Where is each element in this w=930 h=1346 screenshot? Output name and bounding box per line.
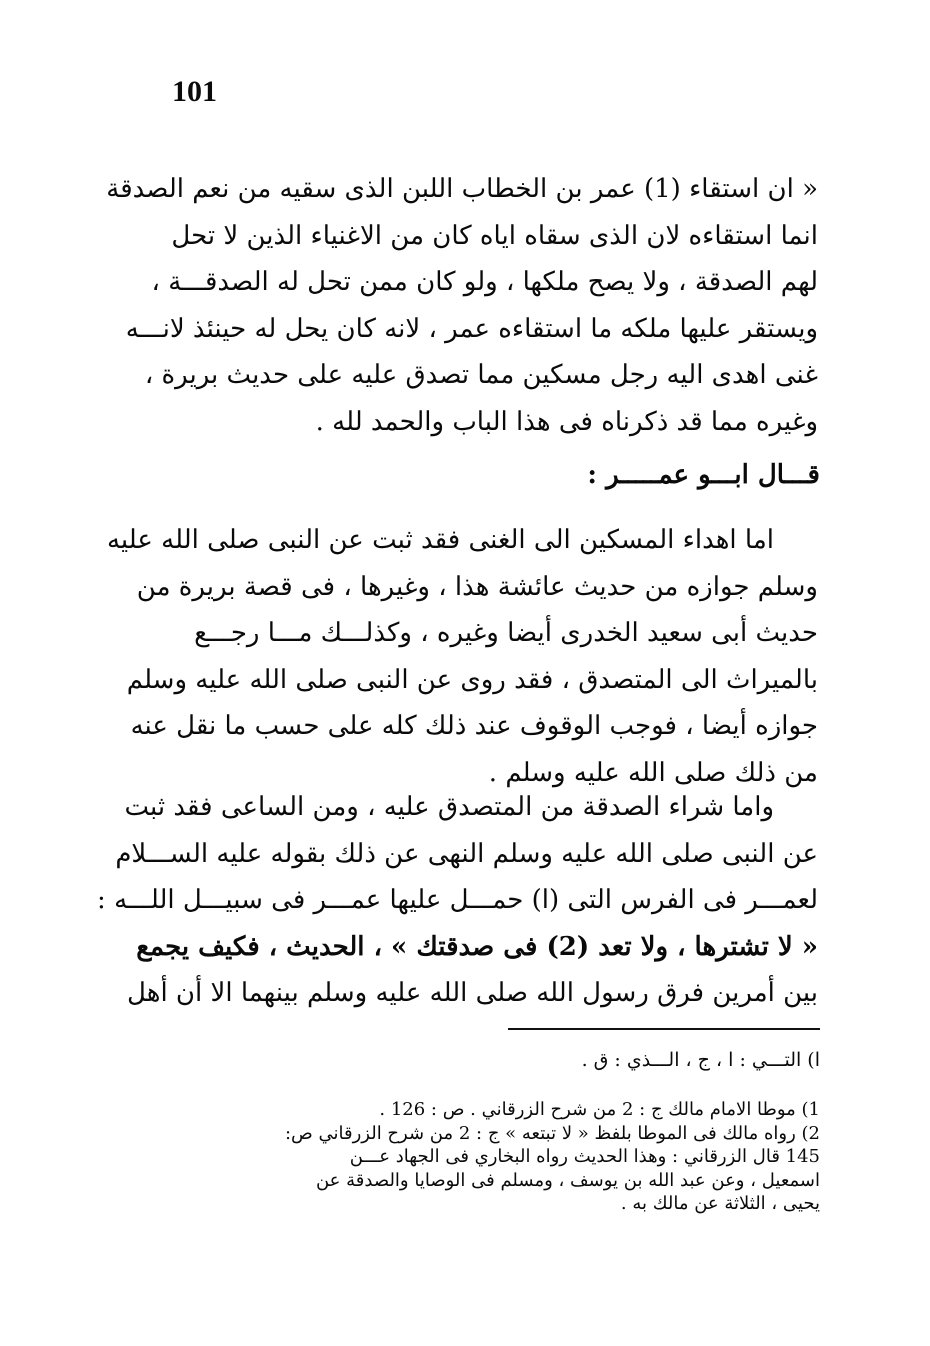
text-line: بالميراث الى المتصدق ، فقد روى عن النبى صلى الله عليه وسلم bbox=[126, 664, 818, 695]
manuscript-variant-note: ا) التـــي : ا ، ج ، الـــذي : ق . bbox=[581, 1049, 820, 1071]
text-line: من ذلك صلى الله عليه وسلم . bbox=[488, 757, 818, 788]
text-line: بين أمرين فرق رسول الله صلى الله عليه وسلم بينهما الا أن أهل bbox=[127, 978, 818, 1008]
paragraph-1 bbox=[106, 166, 818, 445]
text-line: ويستقر عليها ملكه ما استقاءه عمر ، لانه كان يحل له حينئذ لانـــه bbox=[125, 313, 818, 344]
page-number: 101 bbox=[172, 75, 217, 108]
text-line: انما استقاءه لان الذى سقاه اياه كان من الاغنياء الذين لا تحل bbox=[171, 220, 818, 251]
paragraph-2 bbox=[106, 517, 818, 796]
text-line: وغيره مما قد ذكرناه فى هذا الباب والحمد لله . bbox=[315, 406, 818, 437]
text-line: « ان استقاء (1) عمر بن الخطاب اللبن الذى سقيه من نعم الصدقة bbox=[106, 174, 818, 204]
footnote-line: يحيى ، الثلاثة عن مالك به . bbox=[620, 1193, 820, 1214]
text-line: وسلم جوازه من حديث عائشة هذا ، وغيرها ، فى قصة بريرة من bbox=[136, 571, 818, 602]
text-line: غنى اهدى اليه رجل مسكين مما تصدق عليه على حديث بريرة ، bbox=[144, 360, 818, 390]
footnote-line: 2) رواه مالك فى الموطا بلفظ « لا تبتعه » ج : 2 من شرح الزرقاني ص: bbox=[284, 1122, 820, 1144]
footnote-separator bbox=[508, 1028, 820, 1030]
text-line: حديث أبى سعيد الخدرى أيضا وغيره ، وكذلـــك مـــا رجـــع bbox=[194, 618, 818, 648]
text-line: عن النبى صلى الله عليه وسلم النهى عن ذلك بقوله عليه الســـلام bbox=[115, 838, 818, 869]
footnote-line: 145 قال الزرقاني : وهذا الحديث رواه البخاري فى الجهاد عـــن bbox=[349, 1146, 820, 1167]
text-line: لعمـــر فى الفرس التى (ا) حمـــل عليها عمـــر فى سبيـــل اللـــه : bbox=[97, 885, 818, 915]
paragraph-3 bbox=[97, 784, 818, 1017]
text-line: اما اهداء المسكين الى الغنى فقد ثبت عن النبى صلى الله عليه bbox=[106, 525, 774, 555]
hadith-quote-line: « لا تشترها ، ولا تعد (2) فى صدقتك » ، الحديث ، فكيف يجمع bbox=[136, 931, 818, 962]
section-heading: قـــال ابـــو عمـــــر : bbox=[587, 460, 820, 490]
footnotes bbox=[148, 1098, 820, 1216]
text-line: واما شراء الصدقة من المتصدق عليه ، ومن الساعى فقد ثبت bbox=[124, 792, 774, 822]
footnote-line: 1) موطا الامام مالك ج : 2 من شرح الزرقاني . ص : 126 . bbox=[379, 1099, 820, 1120]
text-line: لهم الصدقة ، ولا يصح ملكها ، ولو كان ممن تحل له الصدقـــة ، bbox=[151, 267, 818, 297]
text-line: جوازه أيضا ، فوجب الوقوف عند ذلك كله على حسب ما نقل عنه bbox=[130, 711, 818, 741]
footnote-line: اسمعيل ، وعن عبد الله بن يوسف ، ومسلم فى الوصايا والصدقة عن bbox=[315, 1169, 820, 1191]
